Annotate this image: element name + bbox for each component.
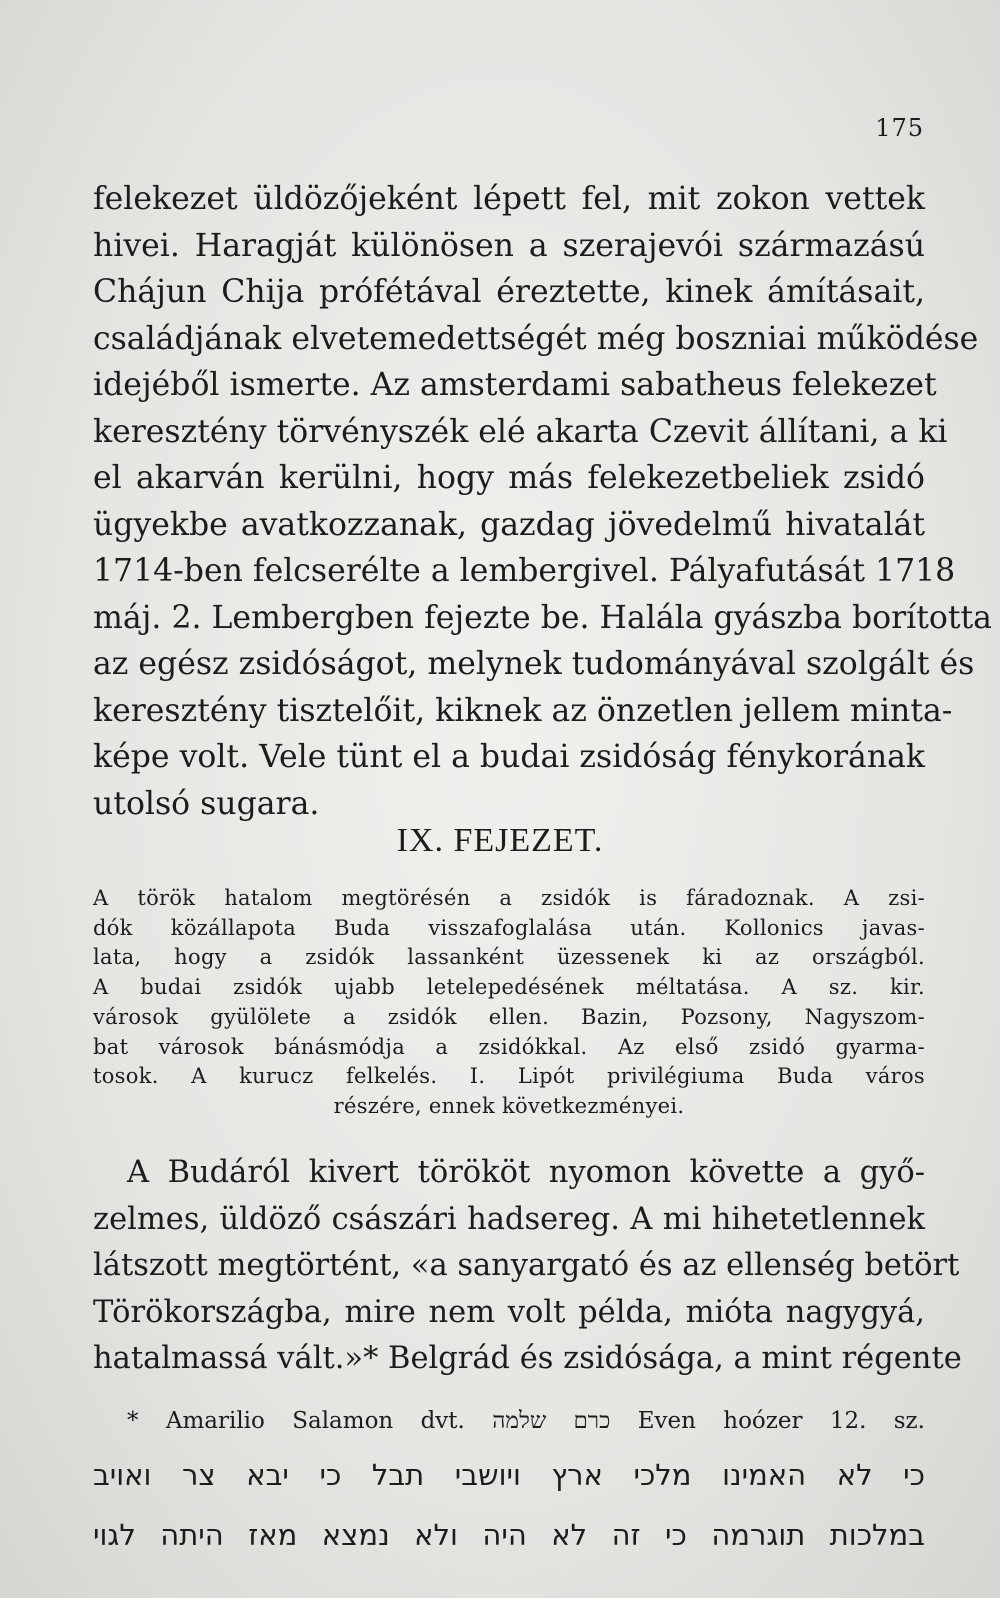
body-line: látszott megtörtént, «a sanyargató és az ellenség betört — [93, 1248, 960, 1283]
chapter-heading: IX. FEJEZET. — [396, 822, 604, 859]
body-line: ügyekbe avatkozzanak, gazdag jövedelmű hivatalát — [93, 506, 925, 543]
body-line: máj. 2. Lembergben fejezte be. Halála gyászba borította — [93, 599, 992, 636]
body-line: zelmes, üldöző császári hadsereg. A mi hihetetlennek — [93, 1201, 925, 1237]
summary-line: A budai zsidók ujabb letelepedésének méltatása. A sz. kir. — [93, 975, 925, 1000]
body-line: keresztény tisztelőit, kiknek az önzetlen jellem minta- — [93, 692, 953, 729]
hebrew-quote-line: במלכות תוגרמה כי זה לא היה ולא נמצא מאז היתה לגוי — [93, 1518, 925, 1552]
body-line: családjának elvetemedettségét még boszniai működése — [93, 320, 979, 357]
summary-line: tosok. A kurucz felkelés. I. Lipót privilégiuma Buda város — [93, 1064, 925, 1089]
footnote — [93, 1404, 925, 1438]
summary-line: bat városok bánásmódja a zsidókkal. Az első zsidó gyarma- — [93, 1034, 925, 1059]
body-line: keresztény törvényszék elé akarta Czevit állítani, a ki — [93, 413, 948, 450]
body-line: az egész zsidóságot, melynek tudományával szolgált és — [93, 646, 975, 682]
footnote-line: * Amarilio Salamon dvt. כרם שלמה Even hoózer 12. sz. — [127, 1408, 925, 1434]
chapter-body-paragraph — [93, 1150, 962, 1383]
summary-line: dók közállapota Buda visszafoglalása után. Kollonics javas- — [93, 915, 925, 940]
body-line: hivei. Haragját különösen a szerajevói származású — [93, 227, 925, 264]
summary-line: lata, hogy a zsidók lassanként üzessenek ki az országból. — [93, 945, 925, 970]
hebrew-quote-line: כי לא האמינו מלכי ארץ ויושבי תבל כי יבא צר ואויב — [93, 1458, 925, 1492]
body-paragraph — [93, 176, 992, 827]
summary-line: részére, ennek következményei. — [333, 1093, 685, 1118]
body-line: képe volt. Vele tünt el a budai zsidóság fénykorának — [93, 739, 925, 775]
summary-line: A török hatalom megtörésén a zsidók is fáradoznak. A zsi- — [93, 886, 925, 910]
body-line: utolsó sugara. — [93, 785, 320, 822]
body-line: felekezet üldözőjeként lépett fel, mit zokon vettek — [93, 181, 925, 217]
body-line: el akarván kerülni, hogy más felekezetbeliek zsidó — [93, 460, 925, 496]
page-number: 175 — [875, 114, 924, 142]
summary-line: városok gyülölete a zsidók ellen. Bazin, Pozsony, Nagyszom- — [93, 1004, 925, 1029]
body-line: idejéből ismerte. Az amsterdami sabatheus felekezet — [93, 367, 937, 403]
body-line: hatalmassá vált.»* Belgrád és zsidósága, a mint régente — [93, 1341, 962, 1376]
body-line: Törökországba, mire nem volt példa, mióta nagygyá, — [93, 1294, 925, 1330]
body-line: Chájun Chija prófétával éreztette, kinek ámításait, — [93, 274, 925, 310]
chapter-summary — [93, 884, 925, 1122]
body-line: A Budáról kivert törököt nyomon követte a győ- — [127, 1155, 925, 1190]
body-line: 1714-ben felcserélte a lembergivel. Pályafutását 1718 — [93, 553, 956, 589]
